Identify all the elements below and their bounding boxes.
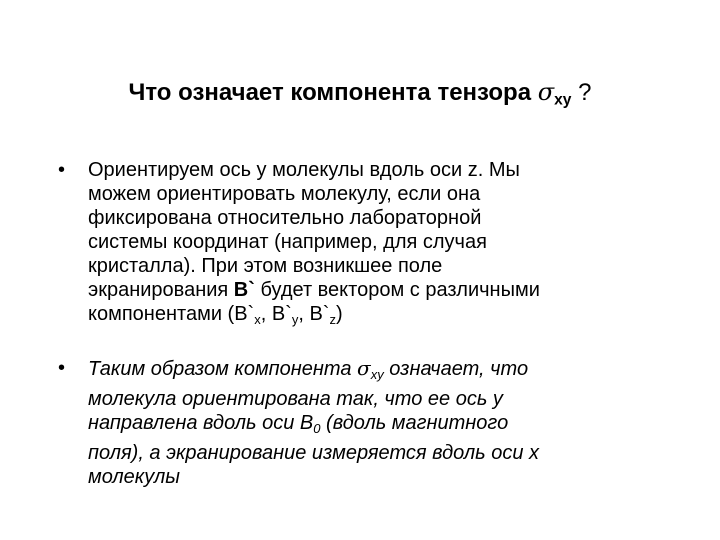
subscript-0: 0 [313,420,321,436]
bullet-2 [58,356,698,489]
title-text: Что означает компонента тензора [128,79,538,106]
bullet-1-line-6 [88,278,698,302]
sigma-subscript: xy [370,366,384,382]
slide-title [0,78,720,110]
bullet-1-line-1: Ориентируем ось y молекулы вдоль оси z. Мы [88,159,520,181]
bullet-1-line-7 [88,302,698,332]
line-3-pre: направлена вдоль оси B [88,411,314,434]
bullet-1 [58,158,698,332]
line-6-pre: экранирования [88,279,234,301]
bullet-1-line-3: фиксирована относительно лабораторной [88,207,482,229]
bullet-2-line-1 [88,356,698,387]
line-7-pre: компонентами (B` [88,303,255,325]
line-7-post: ) [335,303,343,325]
line-6-post: будет вектором с различными [254,279,540,301]
title-question-mark: ? [571,79,592,106]
sigma-symbol: σ [537,78,555,106]
bullet-1-line-5: кристалла). При этом возникшее поле [88,255,443,277]
bullet-2-line-2: молекула ориентирована так, что ее ось y [88,387,503,410]
line-1-post: означает, что [383,358,529,380]
bullet-1-text [88,158,698,332]
bullet-1-line-4: системы координат (например, для случая [88,231,487,253]
bullet-dot: • [58,159,66,181]
title-subscript: xy [554,91,572,109]
line-7-mid-2: , B` [298,303,330,325]
sigma-symbol: σ [357,356,371,380]
bullet-2-line-4: поля), а экранирование измеряется вдоль оси x [88,441,540,464]
line-7-mid-1: , B` [260,303,292,325]
bullet-dot: • [58,357,66,379]
b-vector-label: B` [233,279,255,301]
line-3-post: (вдоль магнитного [320,411,509,434]
bullet-1-line-2: можем ориентировать молекулу, если она [88,183,481,205]
subscript-y: y [291,311,299,327]
bullet-2-line-5: молекулы [88,465,181,488]
subscript-z: z [329,311,336,327]
bullet-2-text [88,356,698,489]
line-1-pre: Таким образом компонента [88,358,358,380]
subscript-x: x [254,311,261,327]
bullet-2-line-3 [88,411,698,441]
